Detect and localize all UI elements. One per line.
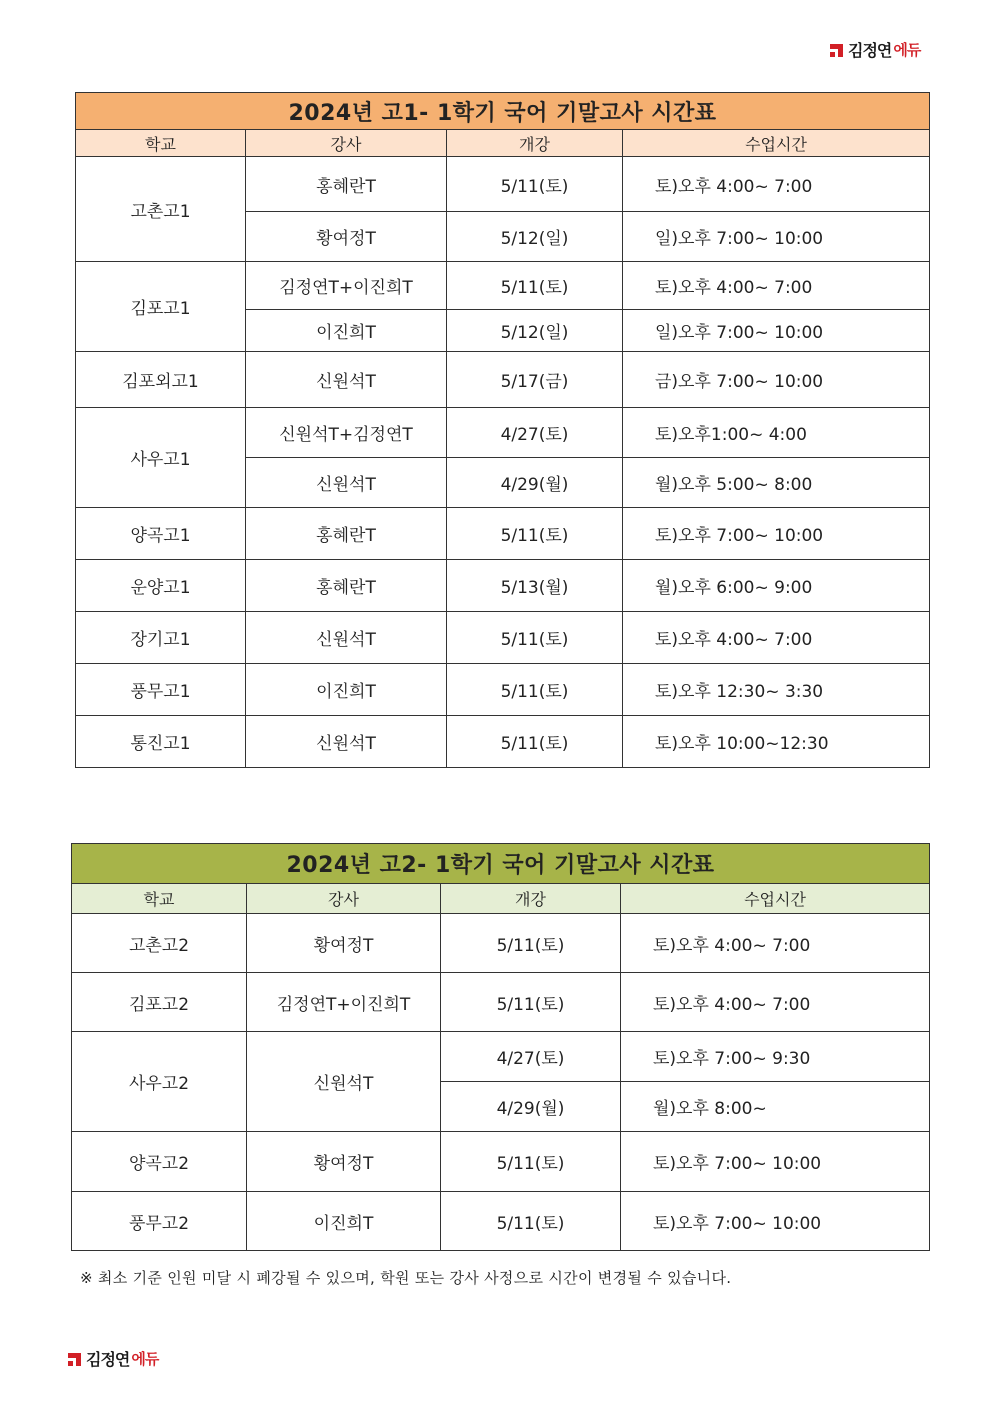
header-school: 학교 — [76, 130, 246, 157]
time-cell: 일)오후 7:00~ 10:00 — [623, 310, 930, 352]
logo-edu: 에듀 — [131, 1350, 159, 1368]
logo-mark-icon — [829, 41, 846, 58]
school-cell: 김포고1 — [76, 262, 246, 352]
table-row — [72, 973, 930, 1032]
time-cell: 토)오후 10:00~12:30 — [623, 716, 930, 768]
header-teacher: 강사 — [247, 884, 441, 914]
time-cell: 토)오후 4:00~ 7:00 — [623, 157, 930, 212]
teacher-cell: 홍혜란T — [246, 560, 447, 612]
start-cell: 5/13(월) — [447, 560, 623, 612]
header-start: 개강 — [447, 130, 623, 157]
logo-name: 김정연 — [86, 1350, 130, 1369]
start-cell: 5/11(토) — [447, 262, 623, 310]
time-cell: 토)오후 4:00~ 7:00 — [623, 612, 930, 664]
start-cell: 4/29(월) — [441, 1082, 621, 1132]
table-title: 2024년 고2- 1학기 국어 기말고사 시간표 — [72, 844, 930, 884]
teacher-cell: 홍혜란T — [246, 508, 447, 560]
table-row — [76, 262, 930, 310]
teacher-cell: 황여정T — [247, 1132, 441, 1192]
start-cell: 5/11(토) — [447, 157, 623, 212]
teacher-cell: 신원석T — [246, 458, 447, 508]
table-title: 2024년 고1- 1학기 국어 기말고사 시간표 — [76, 93, 930, 130]
table-row — [76, 352, 930, 408]
teacher-cell: 황여정T — [247, 914, 441, 973]
teacher-cell: 김정연T+이진희T — [247, 973, 441, 1032]
start-cell: 5/11(토) — [447, 508, 623, 560]
logo-mark-icon — [67, 1350, 84, 1367]
header-school: 학교 — [72, 884, 247, 914]
teacher-cell: 김정연T+이진희T — [246, 262, 447, 310]
school-cell: 고촌고1 — [76, 157, 246, 262]
start-cell: 5/12(일) — [447, 310, 623, 352]
time-cell: 토)오후 7:00~ 10:00 — [621, 1132, 930, 1192]
school-cell: 김포고2 — [72, 973, 247, 1032]
school-cell: 장기고1 — [76, 612, 246, 664]
start-cell: 5/11(토) — [441, 914, 621, 973]
table-row — [72, 1032, 930, 1082]
table-row — [76, 560, 930, 612]
time-cell: 토)오후 4:00~ 7:00 — [621, 914, 930, 973]
time-cell: 월)오후 5:00~ 8:00 — [623, 458, 930, 508]
start-cell: 5/12(일) — [447, 212, 623, 262]
start-cell: 5/11(토) — [447, 716, 623, 768]
table-row — [72, 1192, 930, 1251]
teacher-cell: 이진희T — [246, 664, 447, 716]
table-row — [76, 612, 930, 664]
school-cell: 풍무고1 — [76, 664, 246, 716]
header-row — [76, 130, 930, 157]
time-cell: 월)오후 8:00~ — [621, 1082, 930, 1132]
time-cell: 월)오후 6:00~ 9:00 — [623, 560, 930, 612]
time-cell: 토)오후 12:30~ 3:30 — [623, 664, 930, 716]
school-cell: 풍무고2 — [72, 1192, 247, 1251]
logo-name: 김정연 — [848, 41, 892, 60]
teacher-cell: 이진희T — [247, 1192, 441, 1251]
header-time: 수업시간 — [621, 884, 930, 914]
table-row — [72, 1132, 930, 1192]
start-cell: 5/11(토) — [441, 1132, 621, 1192]
school-cell: 사우고1 — [76, 408, 246, 508]
table-row — [76, 664, 930, 716]
start-cell: 5/11(토) — [447, 612, 623, 664]
teacher-cell: 신원석T — [246, 352, 447, 408]
header-time: 수업시간 — [623, 130, 930, 157]
teacher-cell: 홍혜란T — [246, 157, 447, 212]
teacher-cell: 황여정T — [246, 212, 447, 262]
teacher-cell: 신원석T — [247, 1032, 441, 1132]
school-cell: 통진고1 — [76, 716, 246, 768]
time-cell: 토)오후 7:00~ 9:30 — [621, 1032, 930, 1082]
start-cell: 4/27(토) — [441, 1032, 621, 1082]
time-cell: 토)오후1:00~ 4:00 — [623, 408, 930, 458]
time-cell: 토)오후 4:00~ 7:00 — [623, 262, 930, 310]
teacher-cell: 신원석T — [246, 612, 447, 664]
school-cell: 양곡고2 — [72, 1132, 247, 1192]
teacher-cell: 이진희T — [246, 310, 447, 352]
logo-edu: 에듀 — [893, 41, 921, 59]
school-cell: 김포외고1 — [76, 352, 246, 408]
school-cell: 운양고1 — [76, 560, 246, 612]
header-start: 개강 — [441, 884, 621, 914]
start-cell: 5/11(토) — [441, 973, 621, 1032]
header-teacher: 강사 — [246, 130, 447, 157]
time-cell: 토)오후 7:00~ 10:00 — [623, 508, 930, 560]
table-row — [76, 716, 930, 768]
school-cell: 사우고2 — [72, 1032, 247, 1132]
start-cell: 4/27(토) — [447, 408, 623, 458]
school-cell: 양곡고1 — [76, 508, 246, 560]
footnote: ※ 최소 기준 인원 미달 시 폐강될 수 있으며, 학원 또는 강사 사정으로 시간이 변경될 수 있습니다. — [80, 1269, 732, 1287]
table-row — [72, 914, 930, 973]
table-row — [76, 157, 930, 212]
time-cell: 일)오후 7:00~ 10:00 — [623, 212, 930, 262]
start-cell: 5/11(토) — [441, 1192, 621, 1251]
time-cell: 토)오후 4:00~ 7:00 — [621, 973, 930, 1032]
start-cell: 5/17(금) — [447, 352, 623, 408]
brand-logo — [67, 1347, 158, 1370]
teacher-cell: 신원석T+김정연T — [246, 408, 447, 458]
schedule-table-grade1 — [75, 92, 930, 768]
start-cell: 4/29(월) — [447, 458, 623, 508]
time-cell: 토)오후 7:00~ 10:00 — [621, 1192, 930, 1251]
header-row — [72, 884, 930, 914]
school-cell: 고촌고2 — [72, 914, 247, 973]
table-row — [76, 408, 930, 458]
start-cell: 5/11(토) — [447, 664, 623, 716]
schedule-table-grade2 — [71, 843, 930, 1251]
table-row — [76, 508, 930, 560]
teacher-cell: 신원석T — [246, 716, 447, 768]
time-cell: 금)오후 7:00~ 10:00 — [623, 352, 930, 408]
brand-logo — [829, 38, 920, 61]
